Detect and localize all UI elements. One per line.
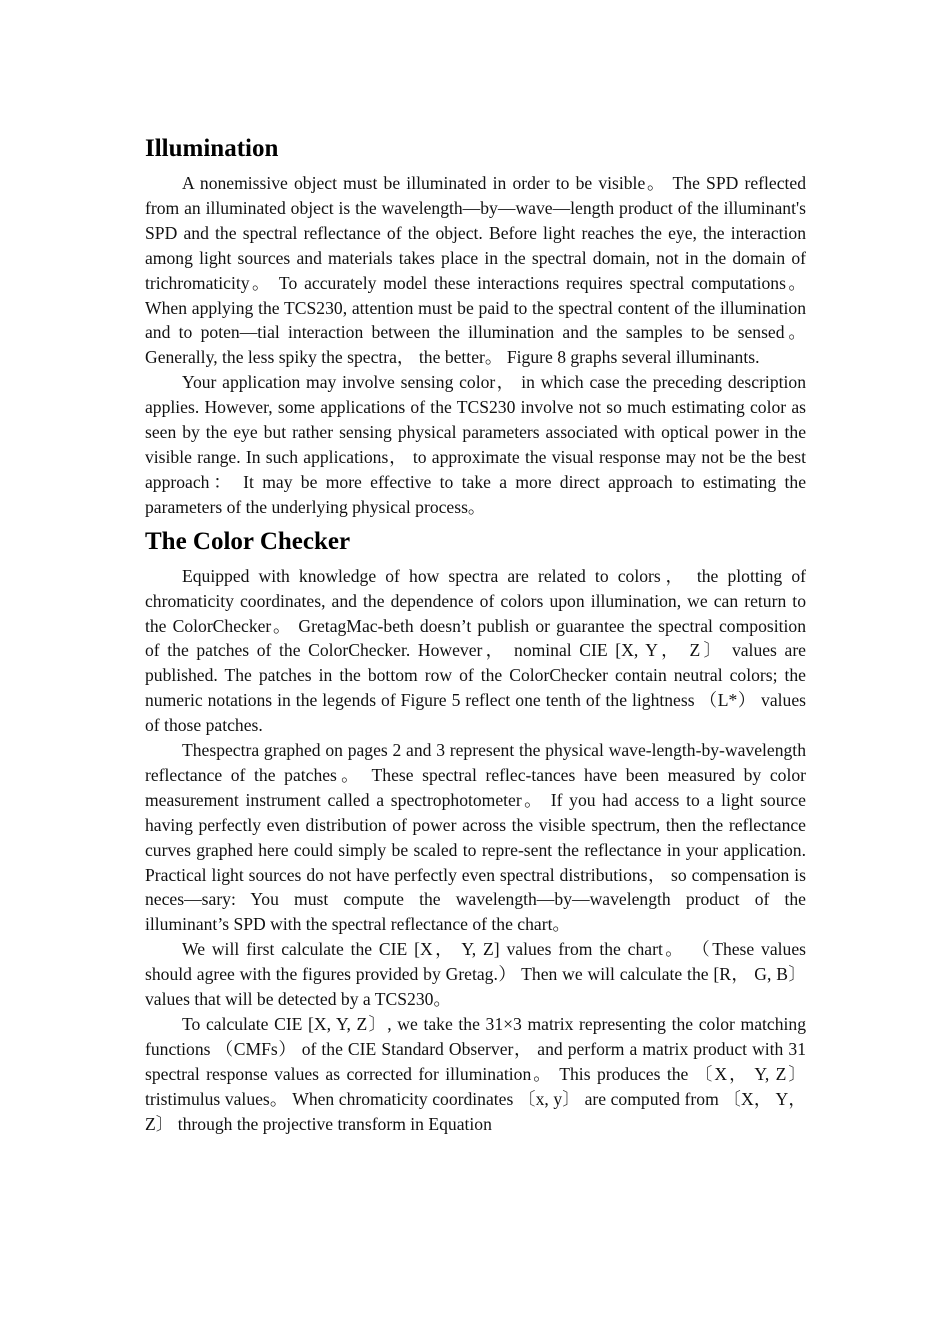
- paragraph: We will first calculate the CIE [X， Y, Z] values from the chart。 （These values should agree with the figures provided by Gretag.） Then we will calculate the [R， G, B〕 values that will be detected by a TCS230。: [145, 939, 806, 1010]
- paragraph: Equipped with knowledge of how spectra are related to colors， the plotting of chromaticity coordinates, and the dependence of colors upon illumination, we can return to the ColorChecker。 GretagMac-beth doesn’t publish or guarantee the spectral composition of the patches of the ColorChecker. However， nominal CIE [X, Y， Z〕 values are published. The patches in the bottom row of the ColorChecker contain neutral colors; the numeric notations in the legends of Figure 5 reflect one tenth of the lightness （L*） values of those patches.: [145, 565, 806, 736]
- paragraph: A nonemissive object must be illuminated in order to be visible。 The SPD reflected from an illuminated object is the wavelength—by—wave—length product of the illuminant's SPD and the spectral reflectance of the object. Before light reaches the eye, the interaction among light sources and materials takes place in the spectral domain, not in the domain of trichromaticity。 To accurately model these interactions requires spectral computations。 When applying the TCS230, attention must be paid to the spectral content of the illumination and to poten—tial interaction between the illumination and the samples to be sensed。 Generally, the less spiky the spectra， the better。 Figure 8 graphs several illuminants.: [145, 173, 806, 368]
- paragraph: To calculate CIE [X, Y, Z〕, we take the 31×3 matrix representing the color matching functions （CMFs） of the CIE Standard Observer， and perform a matrix product with 31 spectral response values as corrected for illumination。 This produces the 〔X， Y, Z〕 tristimulus values。 When chromaticity coordinates 〔x, y〕 are computed from 〔X， Y， Z〕 through the projective transform in Equation: [145, 1014, 806, 1134]
- section-heading: Illumination: [145, 135, 279, 162]
- section-color-checker: [145, 526, 806, 1137]
- paragraph: Your application may involve sensing color， in which case the preceding description applies. However, some applications of the TCS230 involve not so much estimating color as seen by the eye but rather sensing physical parameters associated with optical power in the visible range. In such applications， to approximate the visual response may not be the best approach： It may be more effective to take a more direct approach to estimating the parameters of the underlying physical process。: [145, 372, 806, 517]
- paragraph: Thespectra graphed on pages 2 and 3 represent the physical wave-length-by-wavelength reflectance of the patches。 These spectral reflec-tances have been measured by color measurement instrument called a spectrophotometer。 If you had access to a light source having perfectly even distribution of power across the visible spectrum, then the reflectance curves graphed here could simply be scaled to repre-sent the reflectance in your application. Practical light sources do not have perfectly even spectral distributions， so compensation is neces—sary: You must compute the wavelength—by—wavelength product of the illuminant’s SPD with the spectral reflectance of the chart。: [145, 740, 806, 935]
- section-heading: The Color Checker: [145, 527, 351, 555]
- document-page: [145, 133, 806, 1137]
- section-illumination: [145, 133, 806, 520]
